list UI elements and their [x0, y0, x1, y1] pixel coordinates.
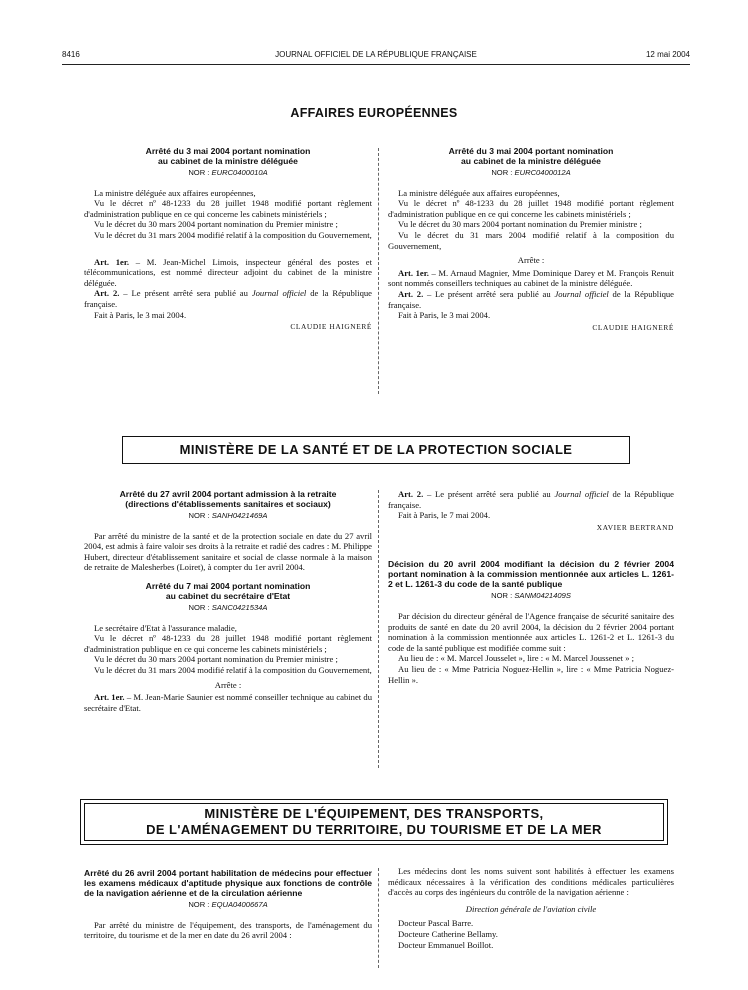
section-sante-right	[388, 489, 674, 685]
column-divider	[378, 868, 379, 968]
journal-title: JOURNAL OFFICIEL DE LA RÉPUBLIQUE FRANÇAISE	[275, 50, 477, 59]
fait-a-paris: Fait à Paris, le 3 mai 2004.	[94, 309, 187, 320]
dgac-heading: Direction générale de l'aviation civile	[465, 903, 597, 914]
nor-reference: NOR : EQUA0400667A	[188, 900, 268, 909]
paragraph: Au lieu de : « Mme Patricia Noguez-Hellin », lire : « Mme Patricia Noguez-Hellin ».	[388, 663, 674, 685]
paragraph: Vu le décret nº 48-1233 du 28 juillet 1948 modifié portant règlement d'administration publique en ce qui concerne les cabinets ministériels ;	[388, 198, 674, 219]
decree-title: Arrêté du 26 avril 2004 portant habilitation de médecins pour effectuer les examens médicaux d'aptitude physique aux fonctions de contrôle de la navigation aérienne et de la circulation aérienne	[84, 868, 372, 898]
paragraph: Les médecins dont les noms suivent sont habilités à effectuer les examens médicaux nécessaires à la vérification des conditions médicales particulières d'accès au corps des ingénieurs du contrôle de la navigation aérienne :	[388, 866, 674, 898]
paragraph: La ministre déléguée aux affaires européennes,	[94, 187, 256, 198]
paragraph: Le secrétaire d'Etat à l'assurance maladie,	[94, 622, 237, 633]
section-title-affaires-europeennes: AFFAIRES EUROPÉENNES	[290, 106, 458, 120]
running-header	[62, 50, 690, 62]
paragraph: Vu le décret nº 48-1233 du 28 juillet 1948 modifié portant règlement d'administration publique en ce qui concerne les cabinets ministériels ;	[84, 198, 372, 219]
paragraph: Vu le décret du 31 mars 2004 modifié relatif à la composition du Gouvernement,	[388, 229, 674, 251]
decree-title-line2: (directions d'établissements sanitaires et sociaux)	[125, 499, 331, 509]
section-box-sante	[122, 436, 630, 464]
paragraph: Vu le décret du 30 mars 2004 portant nomination du Premier ministre ;	[94, 219, 338, 230]
column-divider	[378, 490, 379, 768]
section-title-line1: MINISTÈRE DE L'ÉQUIPEMENT, DES TRANSPORTS,	[204, 806, 544, 821]
header-rule	[62, 64, 690, 65]
fait-a-paris: Fait à Paris, le 7 mai 2004.	[398, 510, 491, 521]
article-2: Art. 2. – Le présent arrêté sera publié au Journal officiel de la République française.	[388, 489, 674, 510]
doctor-name: Docteure Catherine Bellamy.	[398, 928, 498, 939]
doctor-name: Docteur Pascal Barre.	[398, 918, 474, 929]
decree-title-line2: au cabinet de la ministre déléguée	[158, 156, 298, 166]
issue-date: 12 mai 2004	[645, 50, 690, 59]
paragraph: Par arrêté du ministre de l'équipement, des transports, de l'aménagement du territoire, du tourisme et de la mer en date du 26 avril 2004 :	[84, 919, 372, 941]
article-1: Art. 1er. – M. Jean-Michel Limois, inspecteur général des postes et télécommunications, est nommé directeur adjoint du cabinet de la ministre déléguée.	[84, 256, 373, 288]
fait-a-paris: Fait à Paris, le 3 mai 2004.	[398, 310, 491, 321]
article-2: Art. 2. – Le présent arrêté sera publié au Journal officiel de la République française.	[388, 288, 674, 310]
signature: CLAUDIE HAIGNERÉ	[290, 322, 372, 332]
paragraph: La ministre déléguée aux affaires européennes,	[398, 187, 560, 198]
doctor-name: Docteur Emmanuel Boillot.	[398, 939, 494, 950]
decree-limois	[84, 146, 372, 333]
section-title-line2: DE L'AMÉNAGEMENT DU TERRITOIRE, DU TOURISME ET DE LA MER	[146, 822, 602, 837]
nor-reference: NOR : SANH0421469A	[188, 511, 268, 520]
paragraph: Au lieu de : « M. Marcel Jousselet », lire : « M. Marcel Joussenet » ;	[398, 653, 635, 664]
article-1: Art. 1er. – M. Arnaud Magnier, Mme Dominique Darey et M. François Renuit sont nommés conseillers techniques au cabinet de la ministre déléguée.	[388, 267, 674, 289]
paragraph: Par décision du directeur général de l'Agence française de sécurité sanitaire des produits de santé en date du 20 avril 2004, la décision du 2 février 2004 portant nomination à la commission mentionnée aux articles L. 1261-2 et L. 1261-3 du code de la santé publique est modifiée comme suit :	[388, 610, 674, 653]
nor-reference: NOR : SANM0421409S	[491, 591, 571, 601]
article-1: Art. 1er. – M. Jean-Marie Saunier est nommé conseiller technique au cabinet du secrétaire d'Etat.	[84, 692, 372, 713]
arrete-label: Arrête :	[517, 255, 545, 266]
decree-title-line1: Arrêté du 7 mai 2004 portant nomination	[145, 580, 311, 591]
medecins-list	[388, 866, 674, 950]
decision-title: Décision du 20 avril 2004 modifiant la décision du 2 février 2004 portant nomination à la commission mentionnée aux articles L. 1261-2 et L. 1261-3 du code de la santé publique	[388, 559, 674, 590]
signature: CLAUDIE HAIGNERÉ	[592, 322, 674, 332]
decree-magnier	[388, 146, 674, 333]
decree-title-line1: Arrêté du 3 mai 2004 portant nomination	[448, 146, 614, 156]
nor-reference: NOR : EURC0400012A	[491, 168, 571, 177]
article-2: Art. 2. – Le présent arrêté sera publié au Journal officiel de la République française.	[84, 288, 372, 309]
paragraph: Vu le décret du 30 mars 2004 portant nomination du Premier ministre ;	[94, 654, 338, 665]
paragraph: Vu le décret du 30 mars 2004 portant nomination du Premier ministre ;	[398, 219, 642, 230]
decree-title-line2: au cabinet de la ministre déléguée	[461, 156, 601, 166]
signature: XAVIER BERTRAND	[596, 522, 674, 532]
paragraph: Vu le décret nº 48-1233 du 28 juillet 1948 modifié portant règlement d'administration publique en ce qui concerne les cabinets ministériels ;	[84, 633, 372, 654]
decree-title-line1: Arrêté du 3 mai 2004 portant nomination	[145, 146, 311, 156]
decree-title-line2: au cabinet du secrétaire d'Etat	[165, 590, 291, 601]
arrete-label: Arrête :	[214, 679, 242, 690]
decree-medecins	[84, 868, 372, 941]
decree-title-line1: Arrêté du 27 avril 2004 portant admission à la retraite	[119, 489, 337, 499]
column-divider	[378, 148, 379, 394]
paragraph: Vu le décret du 31 mars 2004 modifié relatif à la composition du Gouvernement,	[94, 664, 372, 675]
page-number: 8416	[62, 50, 80, 59]
section-title-sante: MINISTÈRE DE LA SANTÉ ET DE LA PROTECTION SOCIALE	[179, 442, 573, 457]
paragraph: Par arrêté du ministre de la santé et de la protection sociale en date du 27 avril 2004, est admis à faire valoir ses droits à la retraite et radié des cadres : M. Philippe Hubert, directeur d'établissement sanitaire et social de classe normale à la maison de retraite de Malesherbes (Loiret), à compter du 1er avril 2004.	[84, 530, 372, 573]
paragraph: Vu le décret du 31 mars 2004 modifié relatif à la composition du Gouvernement,	[94, 229, 372, 240]
section-box-equipement	[84, 803, 664, 841]
nor-reference: NOR : EURC0400010A	[188, 168, 268, 177]
nor-reference: NOR : SANC0421534A	[188, 602, 268, 612]
section-sante-left	[84, 489, 372, 713]
